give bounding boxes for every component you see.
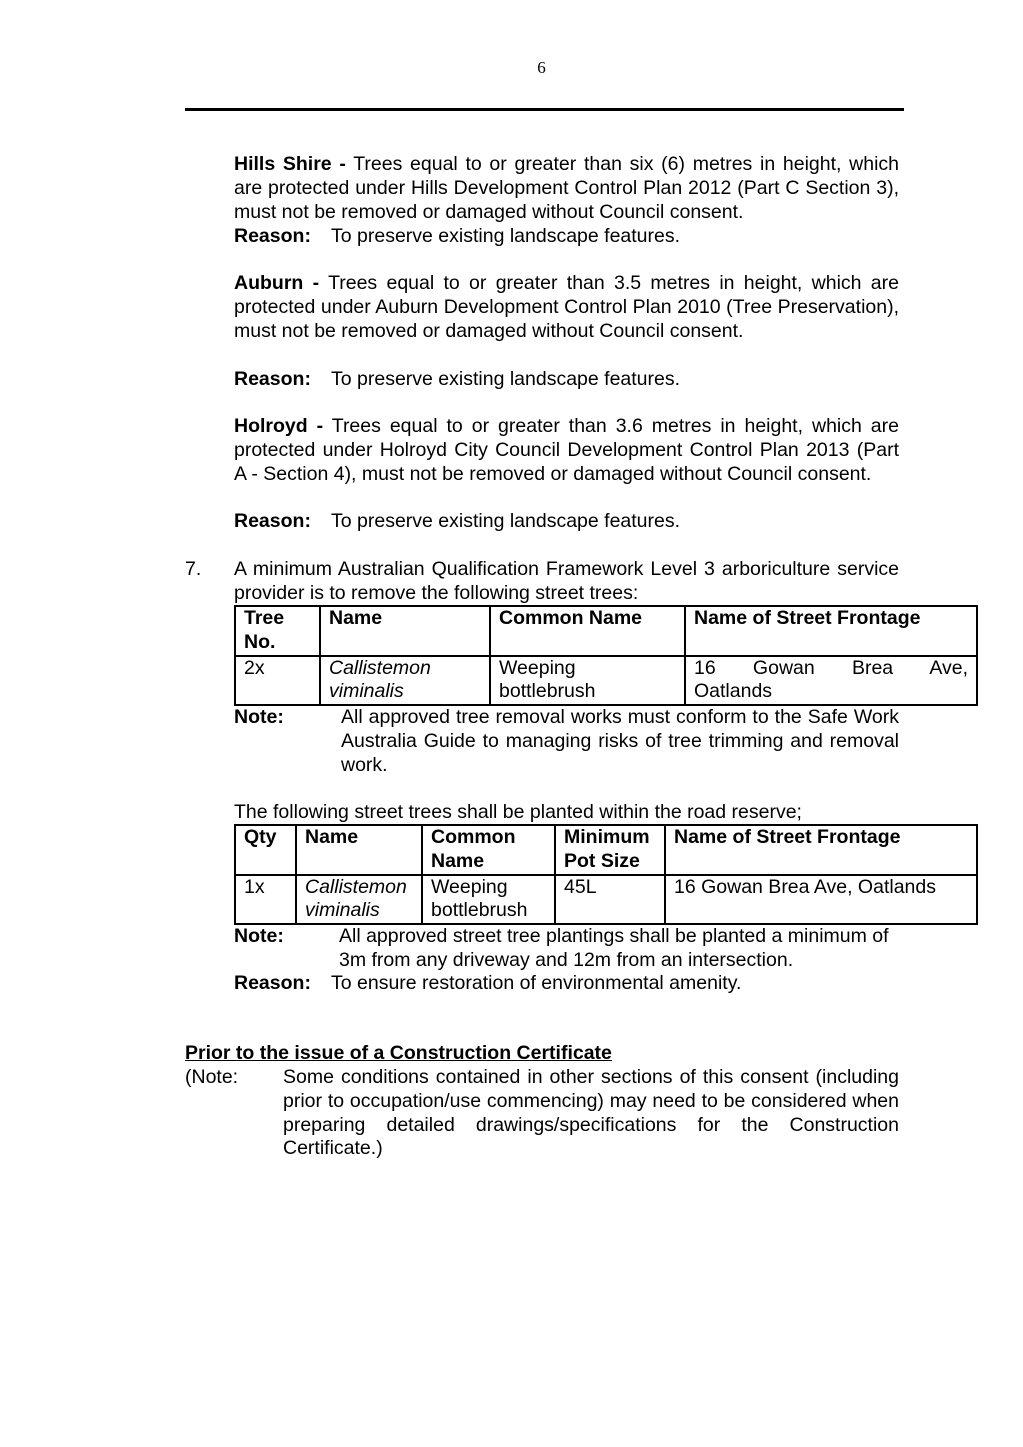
holroyd-label: Holroyd -: [234, 415, 324, 437]
table-cell: Callistemon viminalis: [320, 656, 490, 706]
removal-note-text: All approved tree removal works must conform to the Safe Work Australia Guide to managing risks of tree trimming and removal work.: [341, 706, 899, 776]
table-row: [235, 875, 977, 925]
planting-reason: [234, 972, 899, 996]
hills-paragraph: [234, 153, 899, 224]
table-header-row: [235, 825, 977, 875]
table-cell: Callistemon viminalis: [296, 875, 422, 925]
table-cell: 45L: [555, 875, 665, 925]
table-header-cell: Common Name: [490, 606, 685, 656]
planting-intro: The following street trees shall be planted within the road reserve;: [234, 801, 802, 823]
auburn-reason-label: Reason:: [234, 368, 311, 390]
holroyd-text: Trees equal to or greater than 3.6 metres in height, which are protected under Holroyd City Council Development Control Plan 2013 (Part A - Section 4), must not be removed or damaged without Council consent.: [234, 415, 899, 485]
planting-note-label: Note:: [234, 925, 284, 947]
table-row: [235, 656, 977, 706]
section-heading: Prior to the issue of a Construction Certificate: [185, 1042, 612, 1064]
item-number: 7.: [185, 558, 202, 580]
planting-reason-label: Reason:: [234, 972, 311, 994]
table-header-cell: Name of Street Frontage: [665, 825, 977, 875]
item7-intro: A minimum Australian Qualification Framework Level 3 arboriculture service provider is to remove the following street trees:: [234, 558, 899, 604]
auburn-label: Auburn -: [234, 272, 320, 294]
table-cell: Weeping bottlebrush: [422, 875, 555, 925]
planting-reason-text: To ensure restoration of environmental amenity.: [331, 972, 742, 994]
hills-reason-label: Reason:: [234, 225, 311, 247]
table-cell: 1x: [235, 875, 296, 925]
hills-text: Trees equal to or greater than six (6) metres in height, which are protected under Hills Development Control Plan 2012 (Part C Section 3), must not be removed or damaged without Council consent.: [234, 153, 899, 223]
planting-table: [234, 824, 978, 925]
table-header-cell: Tree No.: [235, 606, 320, 656]
table-header-row: [235, 606, 977, 656]
auburn-paragraph: [234, 272, 899, 343]
auburn-reason: [234, 368, 899, 392]
hills-reason: [234, 225, 899, 249]
holroyd-reason-text: To preserve existing landscape features.: [331, 510, 681, 532]
table-cell: 2x: [235, 656, 320, 706]
table-header-cell: Minimum Pot Size: [555, 825, 665, 875]
page-number: 6: [537, 58, 546, 77]
planting-note-text: All approved street tree plantings shall be planted a minimum of 3m from any driveway and 12m from an intersection.: [339, 925, 889, 971]
hills-label: Hills Shire -: [234, 153, 346, 175]
section-note-label: (Note:: [185, 1066, 239, 1088]
table-header-cell: Qty: [235, 825, 296, 875]
auburn-reason-text: To preserve existing landscape features.: [331, 368, 681, 390]
hills-reason-text: To preserve existing landscape features.: [331, 225, 681, 247]
table-cell: Weeping bottlebrush: [490, 656, 685, 706]
table-header-cell: Name: [296, 825, 422, 875]
holroyd-paragraph: [234, 415, 899, 486]
auburn-text: Trees equal to or greater than 3.5 metres in height, which are protected under Auburn Development Control Plan 2010 (Tree Preservation), must not be removed or damaged without Council consent.: [234, 272, 899, 342]
table-cell: 16 Gowan Brea Ave, Oatlands: [665, 875, 977, 925]
planting-note: [234, 925, 899, 973]
table-header-cell: Name of Street Frontage: [685, 606, 977, 656]
header-rule: [185, 108, 904, 111]
table-cell: 16 Gowan Brea Ave, Oatlands: [685, 656, 977, 706]
removal-note-label: Note:: [234, 706, 284, 728]
removal-note: [234, 706, 899, 777]
section-note-text: Some conditions contained in other sections of this consent (including prior to occupation/use commencing) may need to be considered when preparing detailed drawings/specifications for the Construction Certificate.): [283, 1066, 899, 1160]
removal-table: [234, 605, 978, 706]
table-header-cell: Name: [320, 606, 490, 656]
holroyd-reason: [234, 510, 899, 534]
section-note: [185, 1066, 899, 1161]
table-header-cell: Common Name: [422, 825, 555, 875]
holroyd-reason-label: Reason:: [234, 510, 311, 532]
